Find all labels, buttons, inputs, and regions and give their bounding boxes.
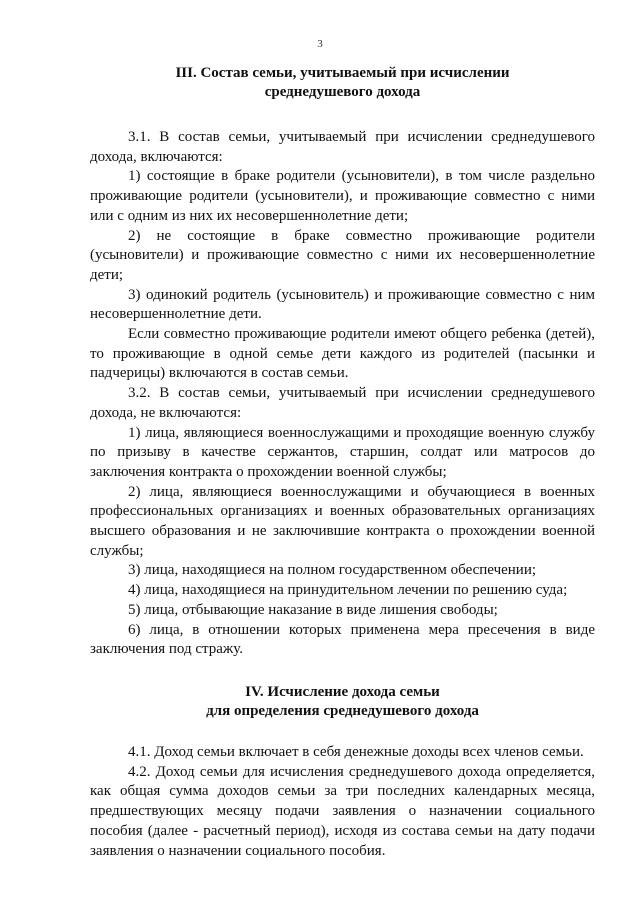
paragraph-3-2-item-2: 2) лица, являющиеся военнослужащими и обучающиеся в военных профессиональных организациях и военных образовательных организациях высшего образования и не заключившие контракта о прохождении военной службы; — [90, 483, 595, 559]
paragraph-3-2-item-5: 5) лица, отбывающие наказание в виде лишения свободы; — [128, 601, 498, 618]
paragraph-3-1-item-2: 2) не состоящие в браке совместно проживающие родители (усыновители) и проживающие совместно с ними их несовершеннолетние дети; — [90, 227, 595, 283]
paragraph-4-2: 4.2. Доход семьи для исчисления среднедушевого дохода определяется, как общая сумма доходов семьи за три последних календарных месяца, предшествующих месяцу подачи заявления о назначении социального пособия (далее - расчетный период), исходя из состава семьи на дату подачи заявления о назначении социального пособия. — [90, 763, 595, 859]
paragraph-3-1-item-3: 3) одинокий родитель (усыновитель) и проживающие совместно с ним несовершеннолетние дети. — [90, 286, 595, 323]
paragraph-3-2-item-6: 6) лица, в отношении которых применена мера пресечения в виде заключения под стражу. — [90, 621, 595, 658]
paragraph-3-2-item-3: 3) лица, находящиеся на полном государственном обеспечении; — [128, 562, 537, 579]
paragraph-3-2-item-1: 1) лица, являющиеся военнослужащими и проходящие военную службу по призыву в качестве сержантов, старшин, солдат или матросов до заключения контракта о прохождении военной службы; — [90, 424, 595, 480]
section-4-title-line-2: для определения среднедушевого дохода — [206, 702, 479, 719]
paragraph-4-1: 4.1. Доход семьи включает в себя денежные доходы всех членов семьи. — [128, 743, 584, 760]
section-4-title-line-1: IV. Исчисление дохода семьи — [245, 683, 440, 700]
section-3-title-line-2: среднедушевого дохода — [264, 84, 421, 100]
paragraph-3-2: 3.2. В состав семьи, учитываемый при исчислении среднедушевого дохода, не включаются: — [90, 385, 595, 421]
section-4-title — [90, 683, 595, 721]
paragraph-3-1-item-1: 1) состоящие в браке родители (усыновители), в том числе раздельно проживающие родители (усыновители), и проживающие совместно с ними или с одним из них их несовершеннолетние дети; — [90, 168, 595, 224]
paragraph-3-1: 3.1. В состав семьи, учитываемый при исчислении среднедушевого дохода, включаются: — [90, 129, 595, 165]
paragraph-3-2-item-4: 4) лица, находящиеся на принудительном лечении по решению суда; — [128, 582, 568, 599]
paragraph-3-1-note: Если совместно проживающие родители имеют общего ребенка (детей), то проживающие в одной семье дети каждого из родителей (пасынки и падчерицы) включаются в состав семьи. — [90, 326, 595, 382]
section-3-title — [90, 64, 595, 102]
page-number: 3 — [317, 38, 323, 50]
section-3-title-line-1: III. Состав семьи, учитываемый при исчислении — [175, 65, 510, 81]
document-body — [90, 64, 595, 861]
